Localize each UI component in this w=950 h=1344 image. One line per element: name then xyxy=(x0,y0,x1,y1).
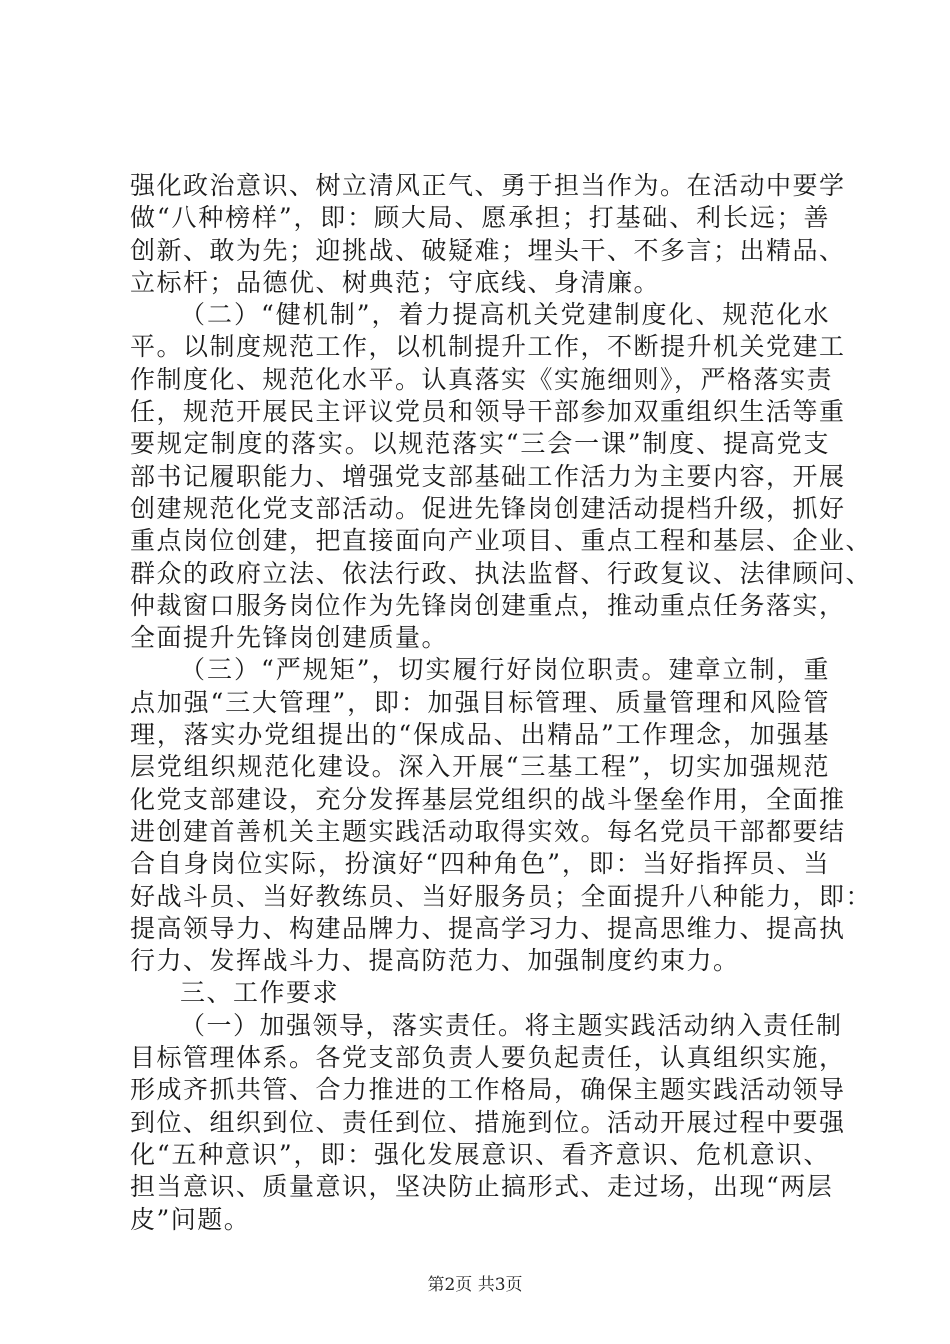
paragraph-line: 强化政治意识、树立清风正气、勇于担当作为。在活动中要学 xyxy=(130,171,846,200)
paragraph-line: 层党组织规范化建设。深入开展“三基工程”，切实加强规范 xyxy=(130,752,830,782)
paragraph-line: 担当意识、质量意识，坚决防止搞形式、走过场，出现“两层 xyxy=(130,1172,834,1202)
paragraph-line: 作制度化、规范化水平。认真落实《实施细则》，严格落实责 xyxy=(130,364,834,394)
page-number-footer: 第2页 共3页 xyxy=(427,1275,523,1295)
paragraph-line: 到位、组织到位、责任到位、措施到位。活动开展过程中要强 xyxy=(130,1107,846,1137)
section-heading-line: （三）“严规矩”，切实履行好岗位职责。建章立制，重 xyxy=(180,655,830,685)
paragraph-line: 好战斗员、当好教练员、当好服务员；全面提升八种能力，即： xyxy=(130,881,873,911)
paragraph-line: 做“八种榜样”，即：顾大局、愿承担；打基础、利长远；善 xyxy=(130,203,830,233)
paragraph-line: 提高领导力、构建品牌力、提高学习力、提高思维力、提高执 xyxy=(130,913,846,943)
paragraph-line: 化“五种意识”，即：强化发展意识、看齐意识、危机意识、 xyxy=(130,1139,830,1169)
paragraph-line: 皮”问题。 xyxy=(130,1204,251,1234)
section-heading-line: （一）加强领导，落实责任。将主题实践活动纳入责任制 xyxy=(180,1010,843,1040)
paragraph-line: 理，落实办党组提出的“保成品、出精品”工作理念，加强基 xyxy=(130,720,830,750)
paragraph-line: 立标杆；品德优、树典范；守底线、身清廉。 xyxy=(130,267,661,297)
paragraph-line: 行力、发挥战斗力、提高防范力、加强制度约束力。 xyxy=(130,946,740,976)
paragraph-line: 仲裁窗口服务岗位作为先锋岗创建重点，推动重点任务落实， xyxy=(130,590,846,620)
paragraph-line: 目标管理体系。各党支部负责人要负起责任，认真组织实施， xyxy=(130,1043,846,1073)
section-heading-line: （二）“健机制”，着力提高机关党建制度化、规范化水 xyxy=(180,300,830,330)
paragraph-line: 形成齐抓共管、合力推进的工作格局，确保主题实践活动领导 xyxy=(130,1075,846,1105)
paragraph-line: 全面提升先锋岗创建质量。 xyxy=(130,623,449,653)
paragraph-line: 合自身岗位实际，扮演好“四种角色”，即：当好指挥员、当 xyxy=(130,849,830,879)
paragraph-line: 创新、敢为先；迎挑战、破疑难；埋头干、不多言；出精品、 xyxy=(130,235,846,265)
paragraph-line: 创建规范化党支部活动。促进先锋岗创建活动提档升级，抓好 xyxy=(130,493,846,523)
paragraph-line: 重点岗位创建，把直接面向产业项目、重点工程和基层、企业、 xyxy=(130,526,873,556)
paragraph-line: 部书记履职能力、增强党支部基础工作活力为主要内容，开展 xyxy=(130,461,846,491)
section-title: 三、工作要求 xyxy=(180,978,340,1008)
paragraph-line: 群众的政府立法、依法行政、执法监督、行政复议、法律顾问、 xyxy=(130,558,873,588)
paragraph-line: 化党支部建设，充分发挥基层党组织的战斗堡垒作用，全面推 xyxy=(130,784,846,814)
paragraph-line: 进创建首善机关主题实践活动取得实效。每名党员干部都要结 xyxy=(130,816,846,846)
document-body xyxy=(130,170,873,1236)
paragraph-line: 要规定制度的落实。以规范落实“三会一课”制度、提高党支 xyxy=(130,429,830,459)
paragraph-line: 平。以制度规范工作，以机制提升工作，不断提升机关党建工 xyxy=(130,332,846,362)
paragraph-line: 任，规范开展民主评议党员和领导干部参加双重组织生活等重 xyxy=(130,397,846,427)
paragraph-line: 点加强“三大管理”，即：加强目标管理、质量管理和风险管 xyxy=(130,687,830,717)
